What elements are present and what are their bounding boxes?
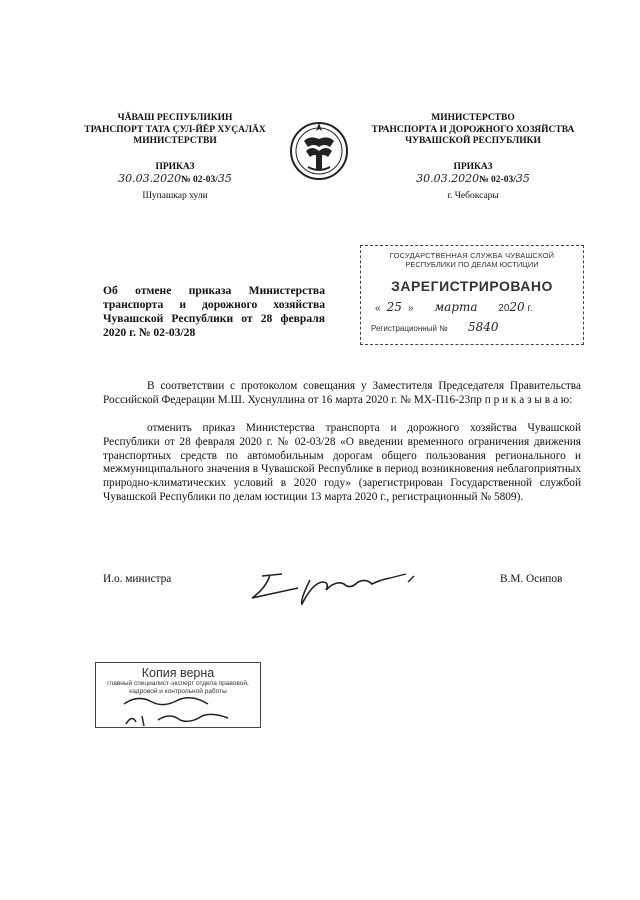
left-header-line3: МИНИСТЕРСТВИ (133, 136, 217, 146)
signature-position: И.о. министра (103, 573, 172, 585)
left-order-title: ПРИКАЗ (155, 161, 195, 172)
coat-of-arms-icon (288, 117, 350, 181)
reg-stamp-number-row (361, 320, 583, 334)
reg-stamp-day: 25 (386, 300, 402, 314)
reg-stamp-line1: ГОСУДАРСТВЕННАЯ СЛУЖБА ЧУВАШСКОЙ (389, 251, 555, 260)
reg-stamp-date: « 25 » марта 2020 г. (375, 300, 533, 314)
left-header-line1: ЧĂВАШ РЕСПУБЛИКИН (117, 113, 233, 123)
copy-stamp-title: Копия верна (141, 666, 215, 680)
copy-stamp-signature (118, 690, 268, 734)
right-order-title: ПРИКАЗ (453, 161, 493, 172)
reg-stamp-status: ЗАРЕГИСТРИРОВАНО (391, 278, 553, 294)
handwritten-signature-icon (240, 560, 430, 608)
reg-stamp-year-prefix: 20 (498, 303, 510, 314)
reg-stamp-line2: РЕСПУБЛИКИ ПО ДЕЛАМ ЮСТИЦИИ (405, 260, 539, 269)
left-city: Шупашкар хули (142, 190, 208, 201)
right-header-line2: ТРАНСПОРТА И ДОРОЖНОГО ХОЗЯЙСТВА (371, 124, 575, 135)
left-header (70, 113, 280, 202)
reg-stamp-year-suffix: г. (527, 303, 533, 314)
right-city: г. Чебоксары (447, 190, 499, 201)
copy-stamp-line1: главный специалист-эксперт отдела правовой, (107, 680, 249, 687)
reg-stamp-number: 5840 (467, 320, 499, 334)
reg-stamp-year: 20 (509, 300, 525, 314)
left-order-date: 30.03.2020 (118, 172, 182, 185)
right-order-no: 35 (515, 172, 530, 185)
handwritten-signature-icon (118, 690, 268, 734)
right-header-line3: ЧУВАШСКОЙ РЕСПУБЛИКИ (405, 136, 541, 146)
left-order-no: 35 (217, 172, 232, 185)
left-order-line (70, 173, 280, 187)
reg-stamp-month: марта (434, 300, 478, 314)
right-header-line1: МИНИСТЕРСТВО (431, 113, 515, 123)
registration-stamp (360, 245, 584, 345)
left-order-no-prefix: № 02-03/ (181, 175, 218, 185)
document-title: Об отмене приказа Министерства транспорта и дорожного хозяйства Чувашской Республики от 28 февраля 2020 г. № 02-03/28 (103, 284, 325, 339)
right-order-line (358, 173, 588, 187)
coat-of-arms-emblem (288, 117, 350, 181)
copy-stamp-line2: кадровой и контрольной работы (129, 688, 227, 695)
right-order-date: 30.03.2020 (416, 172, 480, 185)
signature-name: В.М. Осипов (500, 573, 563, 585)
right-order-no-prefix: № 02-03/ (479, 175, 516, 185)
left-header-line2: ТРАНСПОРТ ТАТА ÇУЛ-ЙĔР ХУÇАЛĂХ (84, 124, 266, 135)
paragraph-order: отменить приказ Министерства транспорта и дорожного хозяйства Чувашской Республики от 28 февраля 2020 г. № 02-03/28 «О введении временного ограничения движения транспортных средств по автомобильным дорогам общего пользования регионального и межмуниципального значения в Чувашской Республике в период возникновения неблагоприятных природно-климатических условий в 2020 году» (зарегистрирован Государственной службой Чувашской Республики по делам юстиции 13 марта 2020 г., регистрационный № 5809). (103, 422, 581, 503)
signature-scribble (240, 560, 430, 608)
paragraph-preamble: В соответствии с протоколом совещания у Заместителя Председателя Правительства Российской Федерации М.Ш. Хуснуллина от 16 марта 2020 г. № МХ-П16-23пр п р и к а з ы в а ю: (103, 380, 581, 406)
reg-stamp-number-label: Регистрационный № (371, 324, 448, 333)
right-header (358, 113, 588, 202)
